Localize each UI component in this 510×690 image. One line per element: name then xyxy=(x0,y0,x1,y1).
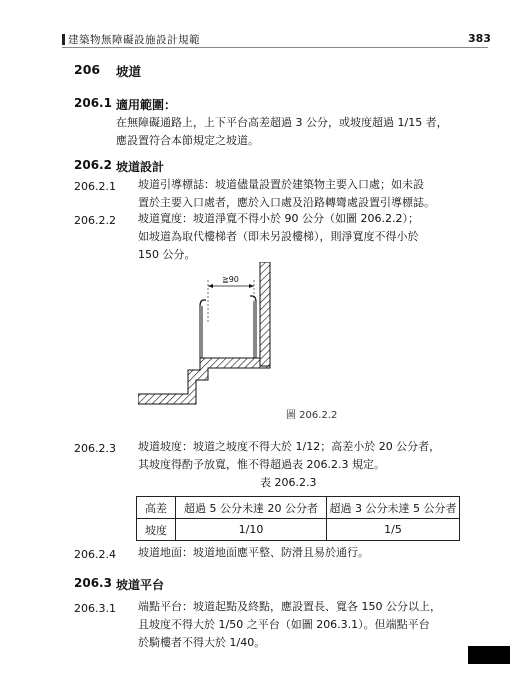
right-wall xyxy=(260,262,270,366)
subsection-title: 坡道設計 xyxy=(116,160,165,174)
right-handrail xyxy=(250,296,256,302)
paragraph-line: 坡道寬度：坡道淨寬不得小於 90 公分（如圖 206.2.2）； xyxy=(138,212,419,225)
dimension-label: ≧90 xyxy=(222,275,239,284)
table-cell: 1/10 xyxy=(176,519,327,541)
subsection-number: 206.2 xyxy=(74,158,112,172)
ramp-width-figure xyxy=(138,262,288,418)
paragraph-line: 如坡道為取代樓梯者（即未另設樓梯），則淨寬度不得小於 xyxy=(138,230,419,243)
table-row xyxy=(137,497,460,519)
paragraph-line: 且坡度不得大於 1/50 之平台（如圖 206.3.1）。但端點平台 xyxy=(138,618,430,631)
slope-table xyxy=(136,496,460,541)
running-header-title: 建築物無障礙設施設計規範 xyxy=(68,34,200,46)
header-rule xyxy=(62,47,488,48)
subsection-number: 206.3 xyxy=(74,576,112,590)
paragraph-line: 150 公分。 xyxy=(138,248,196,261)
table-cell: 坡度 xyxy=(137,519,176,541)
dimension-arrow xyxy=(249,284,254,288)
left-handrail xyxy=(200,300,206,306)
table-cell: 超過 3 公分未達 5 公分者 xyxy=(327,497,460,519)
table-cell: 高差 xyxy=(137,497,176,519)
paragraph-line: 其坡度得酌予放寬，惟不得超過表 206.2.3 規定。 xyxy=(138,458,385,471)
paragraph-line: 坡道坡度：坡道之坡度不得大於 1/12；高差小於 20 公分者， xyxy=(138,440,441,453)
paragraph-line: 於騎樓者不得大於 1/40。 xyxy=(138,636,266,649)
header-bar xyxy=(62,34,65,45)
section-number: 206 xyxy=(74,62,101,77)
page-number: 383 xyxy=(468,32,491,45)
table-caption: 表 206.2.3 xyxy=(260,476,317,489)
paragraph-line: 端點平台：坡道起點及終點，應設置長、寬各 150 公分以上， xyxy=(138,600,441,613)
subsection-title: 適用範圍： xyxy=(116,98,177,112)
clause-number: 206.2.3 xyxy=(74,442,116,455)
paragraph-line: 應設置符合本節規定之坡道。 xyxy=(116,134,259,147)
dimension-arrow xyxy=(208,284,213,288)
page-edge-tab xyxy=(468,646,510,664)
paragraph-line: 坡道引導標誌：坡道儘量設置於建築物主要入口處；如未設 xyxy=(138,178,424,191)
figure-caption: 圖 206.2.2 xyxy=(286,410,338,421)
clause-number: 206.2.1 xyxy=(74,180,116,193)
subsection-title: 坡道平台 xyxy=(116,578,165,592)
clause-number: 206.2.4 xyxy=(74,548,116,561)
clause-number: 206.3.1 xyxy=(74,602,116,615)
clause-number: 206.2.2 xyxy=(74,214,116,227)
table-cell: 1/5 xyxy=(327,519,460,541)
ramp-floor xyxy=(138,358,270,404)
subsection-number: 206.1 xyxy=(74,96,112,110)
paragraph-line: 置於主要入口處者，應於入口處及沿路轉彎處設置引導標誌。 xyxy=(138,196,435,209)
paragraph-line: 在無障礙通路上，上下平台高差超過 3 公分，或坡度超過 1/15 者， xyxy=(116,116,448,129)
section-title: 坡道 xyxy=(116,64,142,79)
paragraph-line: 坡道地面：坡道地面應平整、防滑且易於通行。 xyxy=(138,546,369,559)
table-cell: 超過 5 公分未達 20 公分者 xyxy=(176,497,327,519)
table-row xyxy=(137,519,460,541)
